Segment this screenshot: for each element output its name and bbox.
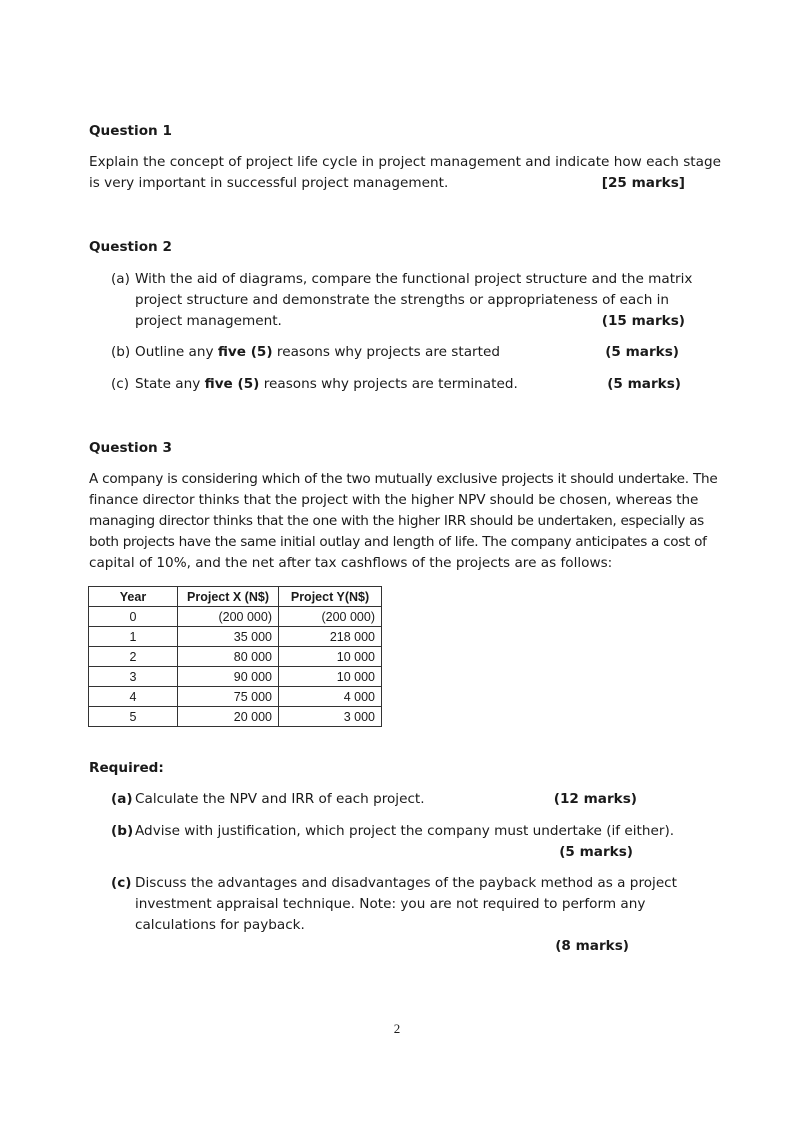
question-2a-line-2: project structure and demonstrate the strengths or appropriateness of each in — [135, 292, 670, 308]
question-2-heading: Question 2 — [89, 239, 172, 255]
table-row — [89, 667, 382, 687]
table-header-row — [89, 587, 382, 607]
table-cell-project-y: 3 000 — [279, 707, 382, 727]
question-3b-marks: (5 marks) — [559, 844, 633, 860]
question-2c-text-post: reasons why projects are terminated. — [259, 376, 518, 392]
table-header-year: Year — [89, 587, 178, 607]
question-1-heading: Question 1 — [89, 123, 172, 139]
table-row — [89, 707, 382, 727]
table-row — [89, 687, 382, 707]
table-cell-project-y: (200 000) — [279, 607, 382, 627]
question-2b-text-post: reasons why projects are started — [272, 344, 500, 360]
question-2a-marks: (15 marks) — [601, 313, 685, 329]
question-1-text-line-2: is very important in successful project management. — [89, 175, 449, 191]
question-2c-text-bold: five (5) — [204, 376, 260, 392]
question-3-para-line-1: A company is considering which of the two mutually exclusive projects it should undertake. The — [89, 471, 718, 487]
question-1-text-line-1: Explain the concept of project life cycle in project management and indicate how each stage — [89, 154, 721, 170]
table-cell-year: 2 — [89, 647, 178, 667]
question-3a-text: Calculate the NPV and IRR of each project. — [135, 791, 425, 807]
table-cell-project-x: 75 000 — [178, 687, 279, 707]
question-3-para-line-5: capital of 10%, and the net after tax cashflows of the projects are as follows: — [89, 555, 613, 571]
table-cell-project-x: 90 000 — [178, 667, 279, 687]
question-3b-label: (b) — [111, 823, 134, 839]
cashflow-table — [88, 586, 382, 727]
question-2a-line-3: project management. — [135, 313, 282, 329]
table-cell-project-x: (200 000) — [178, 607, 279, 627]
table-cell-project-y: 4 000 — [279, 687, 382, 707]
table-cell-year: 5 — [89, 707, 178, 727]
question-1-marks: [25 marks] — [601, 175, 685, 191]
required-heading: Required: — [89, 760, 164, 776]
question-3b-text: Advise with justification, which project the company must undertake (if either). — [135, 823, 675, 839]
question-3-para-line-4: both projects have the same initial outlay and length of life. The company anticipates a cost of — [89, 534, 707, 550]
table-cell-project-x: 35 000 — [178, 627, 279, 647]
question-3c-marks: (8 marks) — [555, 938, 629, 954]
table-cell-year: 4 — [89, 687, 178, 707]
table-row — [89, 607, 382, 627]
question-3-para-line-2: finance director thinks that the project with the higher NPV should be chosen, whereas the — [89, 492, 699, 508]
table-cell-project-y: 10 000 — [279, 667, 382, 687]
question-2c-text — [135, 374, 518, 395]
table-header-project-y: Project Y(N$) — [279, 587, 382, 607]
table-cell-year: 0 — [89, 607, 178, 627]
question-2c-text-pre: State any — [135, 376, 205, 392]
page-number: 2 — [393, 1021, 401, 1036]
question-2b-text-bold: five (5) — [217, 344, 273, 360]
question-3c-line-1: Discuss the advantages and disadvantages of the payback method as a project — [135, 875, 677, 891]
question-2c-marks: (5 marks) — [607, 376, 681, 392]
table-row — [89, 647, 382, 667]
question-3a-label: (a) — [111, 791, 133, 807]
question-2b-text — [135, 342, 500, 363]
question-3-heading: Question 3 — [89, 440, 172, 456]
question-3c-label: (c) — [111, 875, 132, 891]
table-header-project-x: Project X (N$) — [178, 587, 279, 607]
question-3a-marks: (12 marks) — [553, 791, 637, 807]
question-3c-line-2: investment appraisal technique. Note: you are not required to perform any — [135, 896, 646, 912]
table-cell-project-y: 218 000 — [279, 627, 382, 647]
question-2b-label: (b) — [111, 344, 131, 360]
table-cell-project-y: 10 000 — [279, 647, 382, 667]
question-2c-label: (c) — [111, 376, 130, 392]
table-cell-year: 3 — [89, 667, 178, 687]
table-row — [89, 627, 382, 647]
question-2a-line-1: With the aid of diagrams, compare the functional project structure and the matrix — [135, 271, 693, 287]
question-3-para-line-3: managing director thinks that the one with the higher IRR should be undertaken, especially as — [89, 513, 704, 529]
question-2b-text-pre: Outline any — [135, 344, 218, 360]
table-cell-project-x: 20 000 — [178, 707, 279, 727]
question-2a-label: (a) — [111, 271, 130, 287]
question-3c-line-3: calculations for payback. — [135, 917, 305, 933]
table-cell-project-x: 80 000 — [178, 647, 279, 667]
table-cell-year: 1 — [89, 627, 178, 647]
question-2b-marks: (5 marks) — [605, 344, 679, 360]
